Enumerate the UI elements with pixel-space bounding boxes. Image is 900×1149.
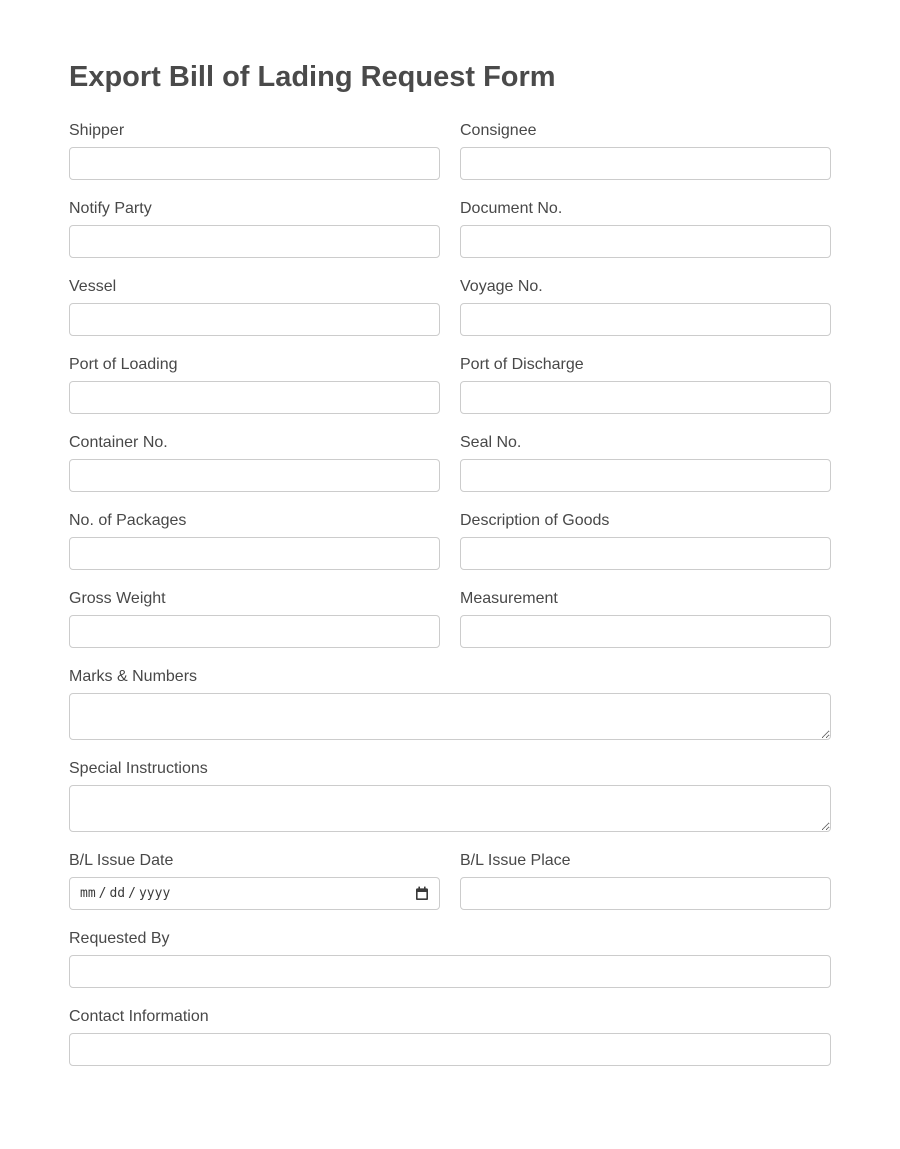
field-bl-issue-date <box>69 851 440 910</box>
field-port-of-loading <box>69 355 440 414</box>
document-no-input[interactable] <box>460 225 831 258</box>
port-of-loading-input[interactable] <box>69 381 440 414</box>
port-of-loading-label: Port of Loading <box>69 356 178 373</box>
bl-issue-date-label: B/L Issue Date <box>69 852 174 869</box>
consignee-input[interactable] <box>460 147 831 180</box>
consignee-label: Consignee <box>460 122 537 139</box>
field-bl-issue-place <box>460 851 831 910</box>
form-row-vessel-voyage <box>69 277 831 355</box>
container-no-label: Container No. <box>69 434 168 451</box>
calendar-icon[interactable] <box>415 886 429 901</box>
bl-issue-place-input[interactable] <box>460 877 831 910</box>
date-placeholder: mm / dd / yyyy <box>80 886 171 901</box>
description-of-goods-input[interactable] <box>460 537 831 570</box>
marks-numbers-label: Marks & Numbers <box>69 668 198 685</box>
seal-no-input[interactable] <box>460 459 831 492</box>
description-of-goods-label: Description of Goods <box>460 512 610 529</box>
no-of-packages-label: No. of Packages <box>69 512 187 529</box>
field-port-of-discharge <box>460 355 831 414</box>
vessel-label: Vessel <box>69 278 117 295</box>
port-of-discharge-input[interactable] <box>460 381 831 414</box>
measurement-label: Measurement <box>460 590 558 607</box>
vessel-input[interactable] <box>69 303 440 336</box>
field-contact-information <box>69 1007 831 1066</box>
notify-party-input[interactable] <box>69 225 440 258</box>
field-voyage-no <box>460 277 831 336</box>
form-row-weight-measurement <box>69 589 831 667</box>
special-instructions-label: Special Instructions <box>69 760 208 777</box>
field-shipper <box>69 121 440 180</box>
field-no-of-packages <box>69 511 440 570</box>
measurement-input[interactable] <box>460 615 831 648</box>
gross-weight-label: Gross Weight <box>69 590 166 607</box>
field-special-instructions <box>69 759 831 832</box>
form-row-shipper-consignee <box>69 121 831 199</box>
gross-weight-input[interactable] <box>69 615 440 648</box>
field-marks-numbers <box>69 667 831 740</box>
form-row-packages-goods <box>69 511 831 589</box>
marks-numbers-textarea[interactable] <box>69 693 831 740</box>
bl-issue-place-label: B/L Issue Place <box>460 852 571 869</box>
bl-request-form <box>69 121 831 1066</box>
requested-by-label: Requested By <box>69 930 170 947</box>
container-no-input[interactable] <box>69 459 440 492</box>
field-notify-party <box>69 199 440 258</box>
form-row-notify-document <box>69 199 831 277</box>
form-row-container-seal <box>69 433 831 511</box>
seal-no-label: Seal No. <box>460 434 522 451</box>
contact-information-label: Contact Information <box>69 1008 209 1025</box>
field-vessel <box>69 277 440 336</box>
field-seal-no <box>460 433 831 492</box>
bl-issue-date-input[interactable] <box>69 877 440 910</box>
voyage-no-label: Voyage No. <box>460 278 543 295</box>
shipper-input[interactable] <box>69 147 440 180</box>
document-no-label: Document No. <box>460 200 563 217</box>
field-gross-weight <box>69 589 440 648</box>
notify-party-label: Notify Party <box>69 200 152 217</box>
contact-information-input[interactable] <box>69 1033 831 1066</box>
port-of-discharge-label: Port of Discharge <box>460 356 584 373</box>
page-title: Export Bill of Lading Request Form <box>69 61 556 93</box>
form-row-ports <box>69 355 831 433</box>
field-measurement <box>460 589 831 648</box>
shipper-label: Shipper <box>69 122 125 139</box>
field-description-of-goods <box>460 511 831 570</box>
special-instructions-textarea[interactable] <box>69 785 831 832</box>
field-container-no <box>69 433 440 492</box>
voyage-no-input[interactable] <box>460 303 831 336</box>
field-consignee <box>460 121 831 180</box>
field-document-no <box>460 199 831 258</box>
form-row-issue-date-place <box>69 851 831 929</box>
field-requested-by <box>69 929 831 988</box>
no-of-packages-input[interactable] <box>69 537 440 570</box>
requested-by-input[interactable] <box>69 955 831 988</box>
